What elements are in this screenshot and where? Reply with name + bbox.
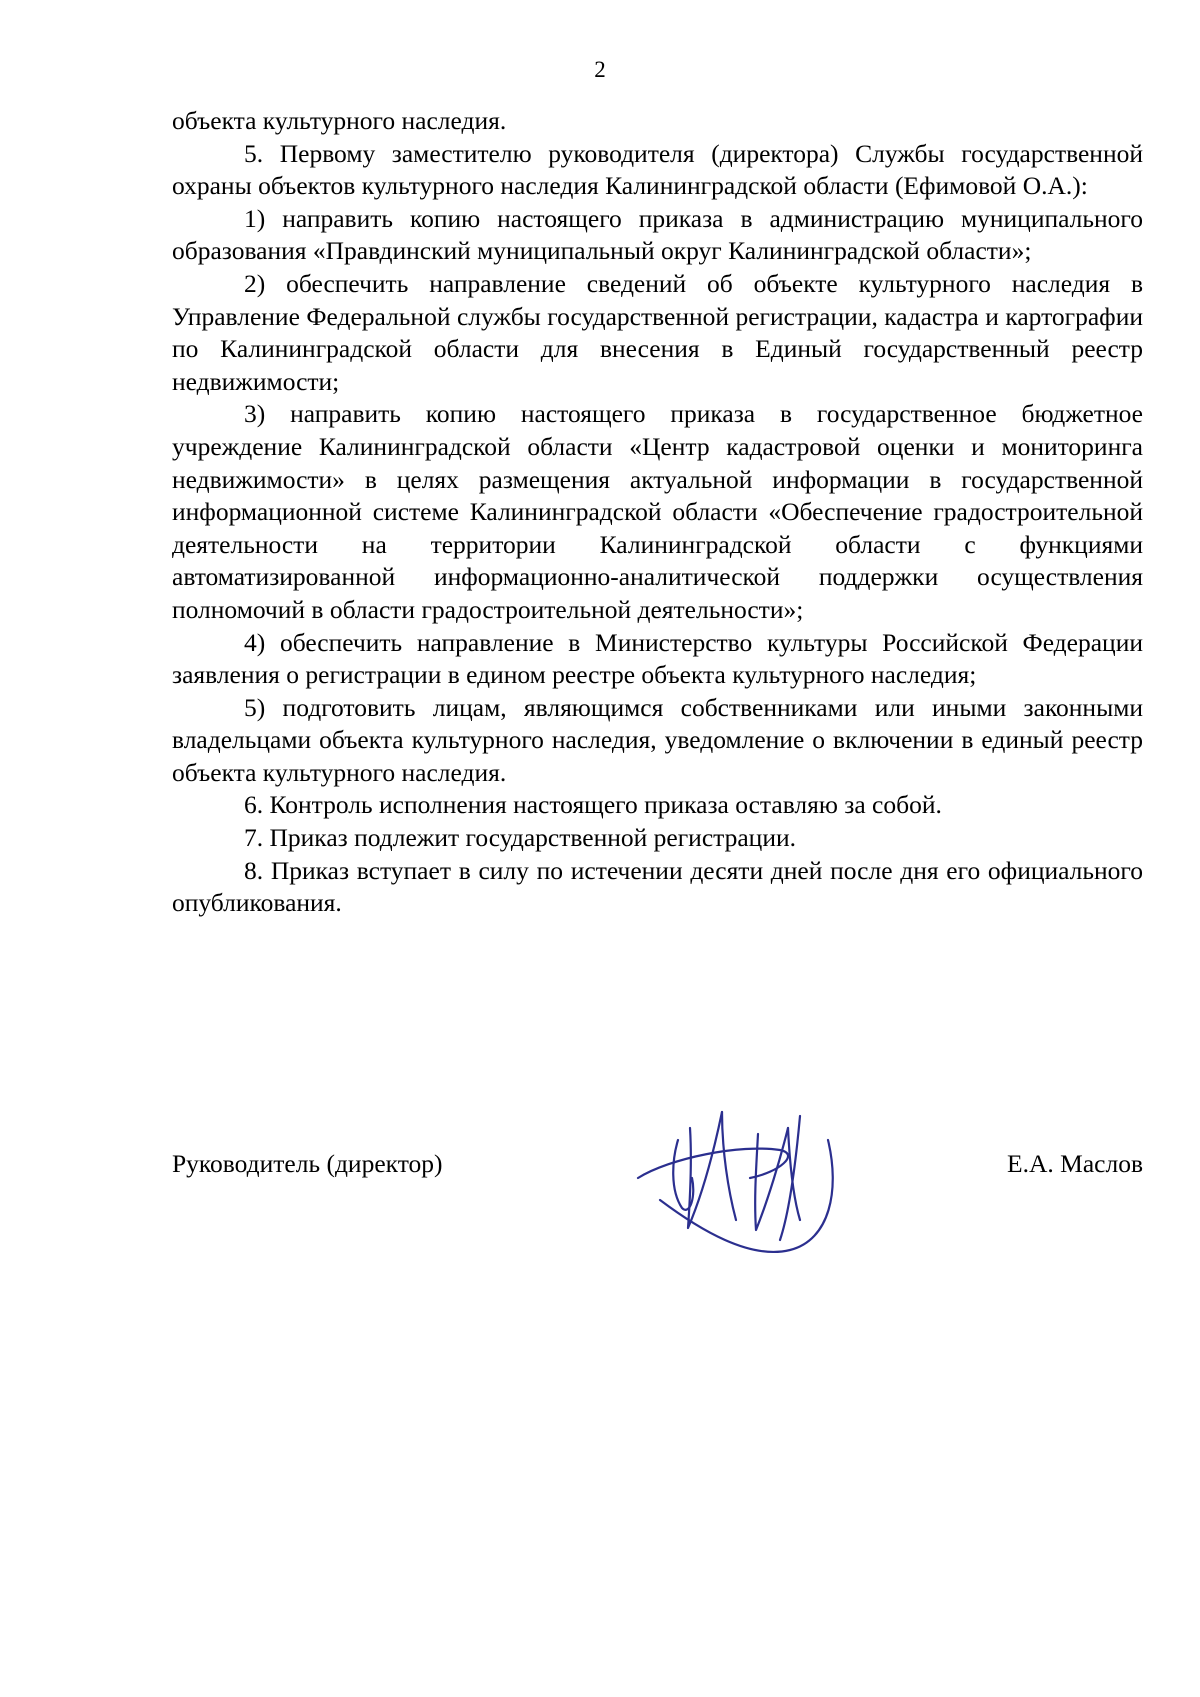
handwritten-signature bbox=[630, 1100, 870, 1270]
signatory-position: Руководитель (директор) bbox=[172, 1149, 443, 1178]
paragraph-item-6: 6. Контроль исполнения настоящего приказа оставляю за собой. bbox=[244, 790, 942, 820]
paragraph-item-5: 5. Первому заместителю руководителя (директора) Службы государственной охраны объектов культурного наследия Калининградской области (Ефимовой О.А.): bbox=[172, 138, 1143, 201]
paragraph-subitem-2: 2) обеспечить направление сведений об объекте культурного наследия в Управление Федеральной службы государственной регистрации, кадастра и картографии по Калининградской области для внесения в Единый государственный реестр недвижимости; bbox=[172, 268, 1143, 396]
signatory-name: Е.А. Маслов bbox=[1007, 1149, 1143, 1178]
page-number: 2 bbox=[594, 57, 606, 82]
paragraph-subitem-4: 4) обеспечить направление в Министерство культуры Российской Федерации заявления о регистрации в едином реестре объекта культурного наследия; bbox=[172, 627, 1143, 690]
paragraph-item-7: 7. Приказ подлежит государственной регистрации. bbox=[244, 823, 796, 853]
paragraph-subitem-1: 1) направить копию настоящего приказа в администрацию муниципального образования «Правдинский муниципальный округ Калининградской области»; bbox=[172, 203, 1143, 266]
paragraph-item-8: 8. Приказ вступает в силу по истечении десяти дней после дня его официального опубликования. bbox=[172, 855, 1143, 918]
paragraph-subitem-3: 3) направить копию настоящего приказа в государственное бюджетное учреждение Калининградской области «Центр кадастровой оценки и мониторинга недвижимости» в целях размещения актуальной информации в государственной информационной системе Калининградской области «Обеспечение градостроительной деятельности на территории Калининградской области с функциями автоматизированной информационно-аналитической поддержки осуществления полномочий в области градостроительной деятельности»; bbox=[172, 399, 1143, 624]
paragraph-subitem-5: 5) подготовить лицам, являющимся собственниками или иными законными владельцами объекта культурного наследия, уведомление о включении в единый реестр объекта культурного наследия. bbox=[172, 692, 1143, 787]
paragraph-continuation: объекта культурного наследия. bbox=[172, 106, 507, 135]
document-body bbox=[172, 105, 1143, 920]
